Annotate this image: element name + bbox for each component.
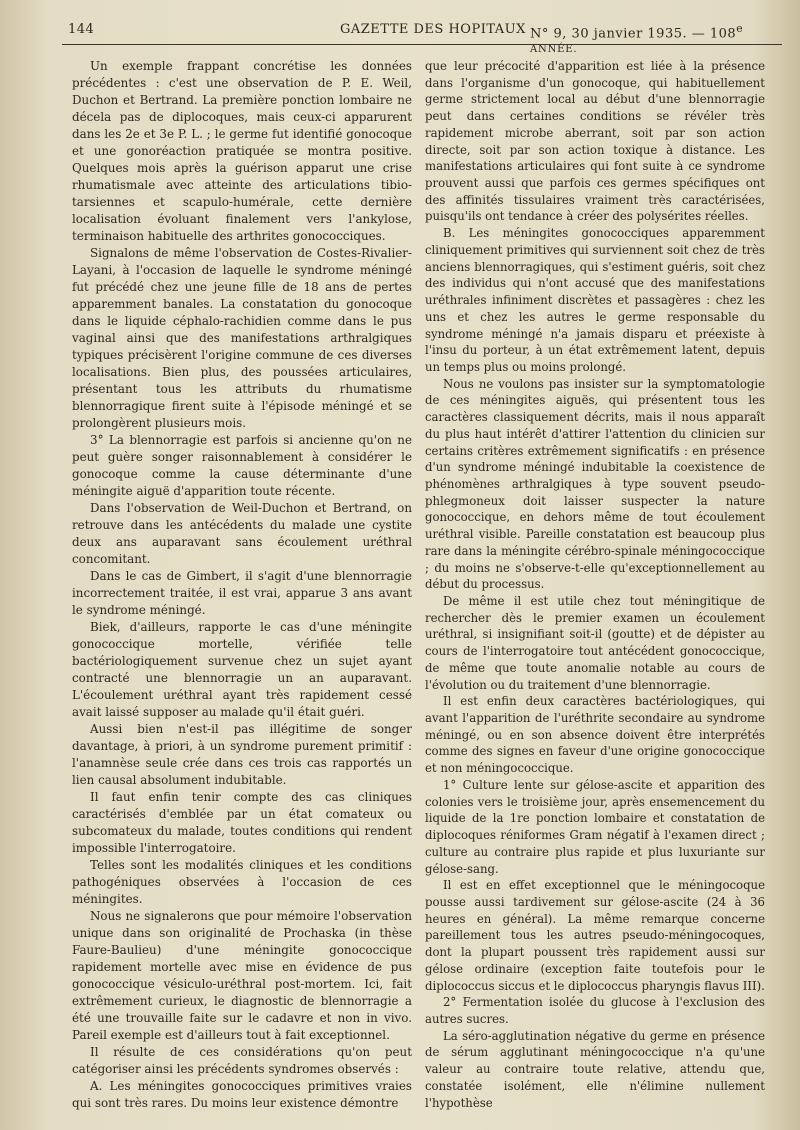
right-column bbox=[425, 58, 765, 1111]
journal-title: GAZETTE DES HOPITAUX bbox=[340, 22, 526, 37]
paragraph: Telles sont les modalités cliniques et les conditions pathogéniques observées à l'occasion de ces méningites. bbox=[72, 858, 412, 906]
paragraph: La séro-agglutination négative du germe en présence de sérum agglutinant méningococcique n'a qu'une valeur au contraire toute relative, attendu que, constatée isolément, elle n'élimine nullement l'hypothèse bbox=[425, 1028, 765, 1110]
page-header bbox=[68, 18, 780, 56]
paragraph: Un exemple frappant concrétise les données précédentes : c'est une observation de P. E. Weil, Duchon et Bertrand. La première ponction lombaire ne décela pas de diplocoques, mais ceux-ci apparurent dans les 2e et 3e P. L. ; le germe fut identifié gonocoque et une gonoréaction pratiquée se montra positive. Quelques mois après la guérison apparut une crise rhumatismale avec atteinte des articulations tibio-tarsiennes et scapulo-humérale, cette dernière localisation évoluant finalement vers l'ankylose, terminaison habituelle des arthrites gonococciques. bbox=[72, 59, 412, 243]
paragraph: Nous ne voulons pas insister sur la symptomatologie de ces méningites aiguës, qui présentent tous les caractères classiquement décrits, mais il nous apparaît du plus haut intérêt d'attirer l'attention du clinicien sur certains critères extrêmement significatifs : en présence d'un syndrome méningé indubitable la coexistence de phénomènes arthralgiques à type souvent pseudo-phlegmoneux doit laisser suspecter la nature gonococcique, en dehors même de tout écoulement uréthral visible. Pareille constatation est beaucoup plus rare dans la méningite cérébro-spinale méningococcique ; du moins ne s'observe-t-elle qu'exceptionnellement au début du processus. bbox=[425, 376, 765, 592]
paragraph: Il résulte de ces considérations qu'on peut catégoriser ainsi les précédents syndromes observés : bbox=[72, 1045, 412, 1076]
paragraph: que leur précocité d'apparition est liée à la présence dans l'organisme d'un gonocoque, qui habituellement germe strictement local au début d'une blennorragie peut dans certaines conditions se révéler très rapidement microbe aberrant, soit par son action directe, soit par son action toxique à distance. Les manifestations articulaires qui font suite à ce syndrome prouvent aussi que parfois ces germes spécifiques ont des affinités tissulaires vraiment très caractérisées, puisqu'ils ont tendance à créer des polysérites réelles. bbox=[425, 59, 765, 224]
header-rule bbox=[62, 44, 782, 45]
paragraph: 2° Fermentation isolée du glucose à l'exclusion des autres sucres. bbox=[425, 995, 765, 1026]
paragraph: A. Les méningites gonococciques primitives vraies qui sont très rares. Du moins leur existence démontre bbox=[72, 1079, 412, 1110]
paragraph: Dans le cas de Gimbert, il s'agit d'une blennorragie incorrectement traitée, il est vrai, apparue 3 ans avant le syndrome méningé. bbox=[72, 569, 412, 617]
paragraph: 3° La blennorragie est parfois si ancienne qu'on ne peut guère songer raisonnablement à considérer le gonocoque comme la cause déterminante d'une méningite aiguë d'apparition toute récente. bbox=[72, 433, 412, 498]
issue-date: N° 9, 30 janvier 1935. — 108 bbox=[530, 26, 737, 42]
paragraph: Biek, d'ailleurs, rapporte le cas d'une méningite gonococcique mortelle, vérifiée telle bactériologiquement survenue chez un sujet ayant contracté une blennorragie un an auparavant. L'écoulement uréthral ayant très rapidement cessé avait laissé supposer au malade qu'il était guéri. bbox=[72, 620, 412, 719]
issue-info bbox=[530, 22, 780, 56]
paragraph: De même il est utile chez tout méningitique de rechercher dès le premier examen un écoulement uréthral, si insignifiant soit-il (goutte) et de dépister au cours de l'interrogatoire tout antécédent gonococcique, de même que toute anomalie notable au cours de l'évolution ou du traitement d'une blennorragie. bbox=[425, 594, 765, 692]
paragraph: Aussi bien n'est-il pas illégitime de songer davantage, à priori, à un syndrome purement primitif : l'anamnèse seule crée dans ces trois cas rapportés un lien causal absolument indubitable. bbox=[72, 722, 412, 787]
paragraph: Signalons de même l'observation de Costes-Rivalier-Layani, à l'occasion de laquelle le syndrome méningé fut précédé chez une jeune fille de 18 ans de pertes apparemment banales. La constatation du gonocoque dans le liquide céphalo-rachidien comme dans le pus vaginal ainsi que des manifestations arthralgiques typiques précisèrent l'origine commune de ces diverses localisations. Bien plus, des poussées articulaires, présentant tous les attributs du rhumatisme blennorragique firent suite à l'épisode méningé et se prolongèrent plusieurs mois. bbox=[72, 246, 412, 430]
issue-sup: e bbox=[736, 22, 744, 35]
paragraph: Il est en effet exceptionnel que le méningocoque pousse aussi tardivement sur gélose-ascite (24 à 36 heures en général). La même remarque concerne pareillement tous les autres pseudo-méningocoques, dont la plupart poussent très rapidement aussi sur gélose ordinaire (exception faite toutefois pour le diplococcus siccus et le diplococcus pharyngis flavus III). bbox=[425, 878, 765, 993]
paragraph: Dans l'observation de Weil-Duchon et Bertrand, on retrouve dans les antécédents du malade une cystite deux ans auparavant sans écoulement uréthral concomitant. bbox=[72, 501, 412, 566]
left-column bbox=[72, 58, 412, 1112]
paragraph: Il est enfin deux caractères bactériologiques, qui avant l'apparition de l'uréthrite secondaire au syndrome méningé, ou en son absence doivent être interprétés comme des signes en faveur d'une origine gonococcique et non méningococcique. bbox=[425, 694, 765, 776]
paragraph: 1° Culture lente sur gélose-ascite et apparition des colonies vers le troisième jour, après ensemencement du liquide de la 1re ponction lombaire et constatation de diplocoques réniformes Gram négatif à l'examen direct ; culture au contraire plus rapide et plus luxuriante sur gélose-sang. bbox=[425, 777, 765, 876]
paragraph: Il faut enfin tenir compte des cas cliniques caractérisés d'emblée par un état comateux ou subcomateux du malade, toutes conditions qui rendent impossible l'interrogatoire. bbox=[72, 790, 412, 855]
page-number: 144 bbox=[68, 22, 95, 37]
paragraph: Nous ne signalerons que pour mémoire l'observation unique dans son originalité de Prochaska (in thèse Faure-Baulieu) d'une méningite gonococcique rapidement mortelle avec mise en évidence de pus gonococcique vésiculo-uréthral post-mortem. Ici, fait extrêmement curieux, le diagnostic de blennorragie a été une trouvaille faite sur le cadavre et non in vivo. Pareil exemple est d'ailleurs tout à fait exceptionnel. bbox=[72, 909, 412, 1042]
issue-suffix: ANNÉE. bbox=[530, 44, 578, 56]
paragraph: B. Les méningites gonococciques apparemment cliniquement primitives qui surviennent soit chez de très anciens blennorragiques, qui s'estiment guéris, soit chez des individus qui n'ont accusé que des manifestations uréthrales infiniment discrètes et passagères : chez les uns et chez les autres le germe responsable du syndrome méningé n'a jamais disparu et préexiste à l'insu du porteur, à un état extrêmement latent, depuis un temps plus ou moins prolongé. bbox=[425, 226, 765, 374]
